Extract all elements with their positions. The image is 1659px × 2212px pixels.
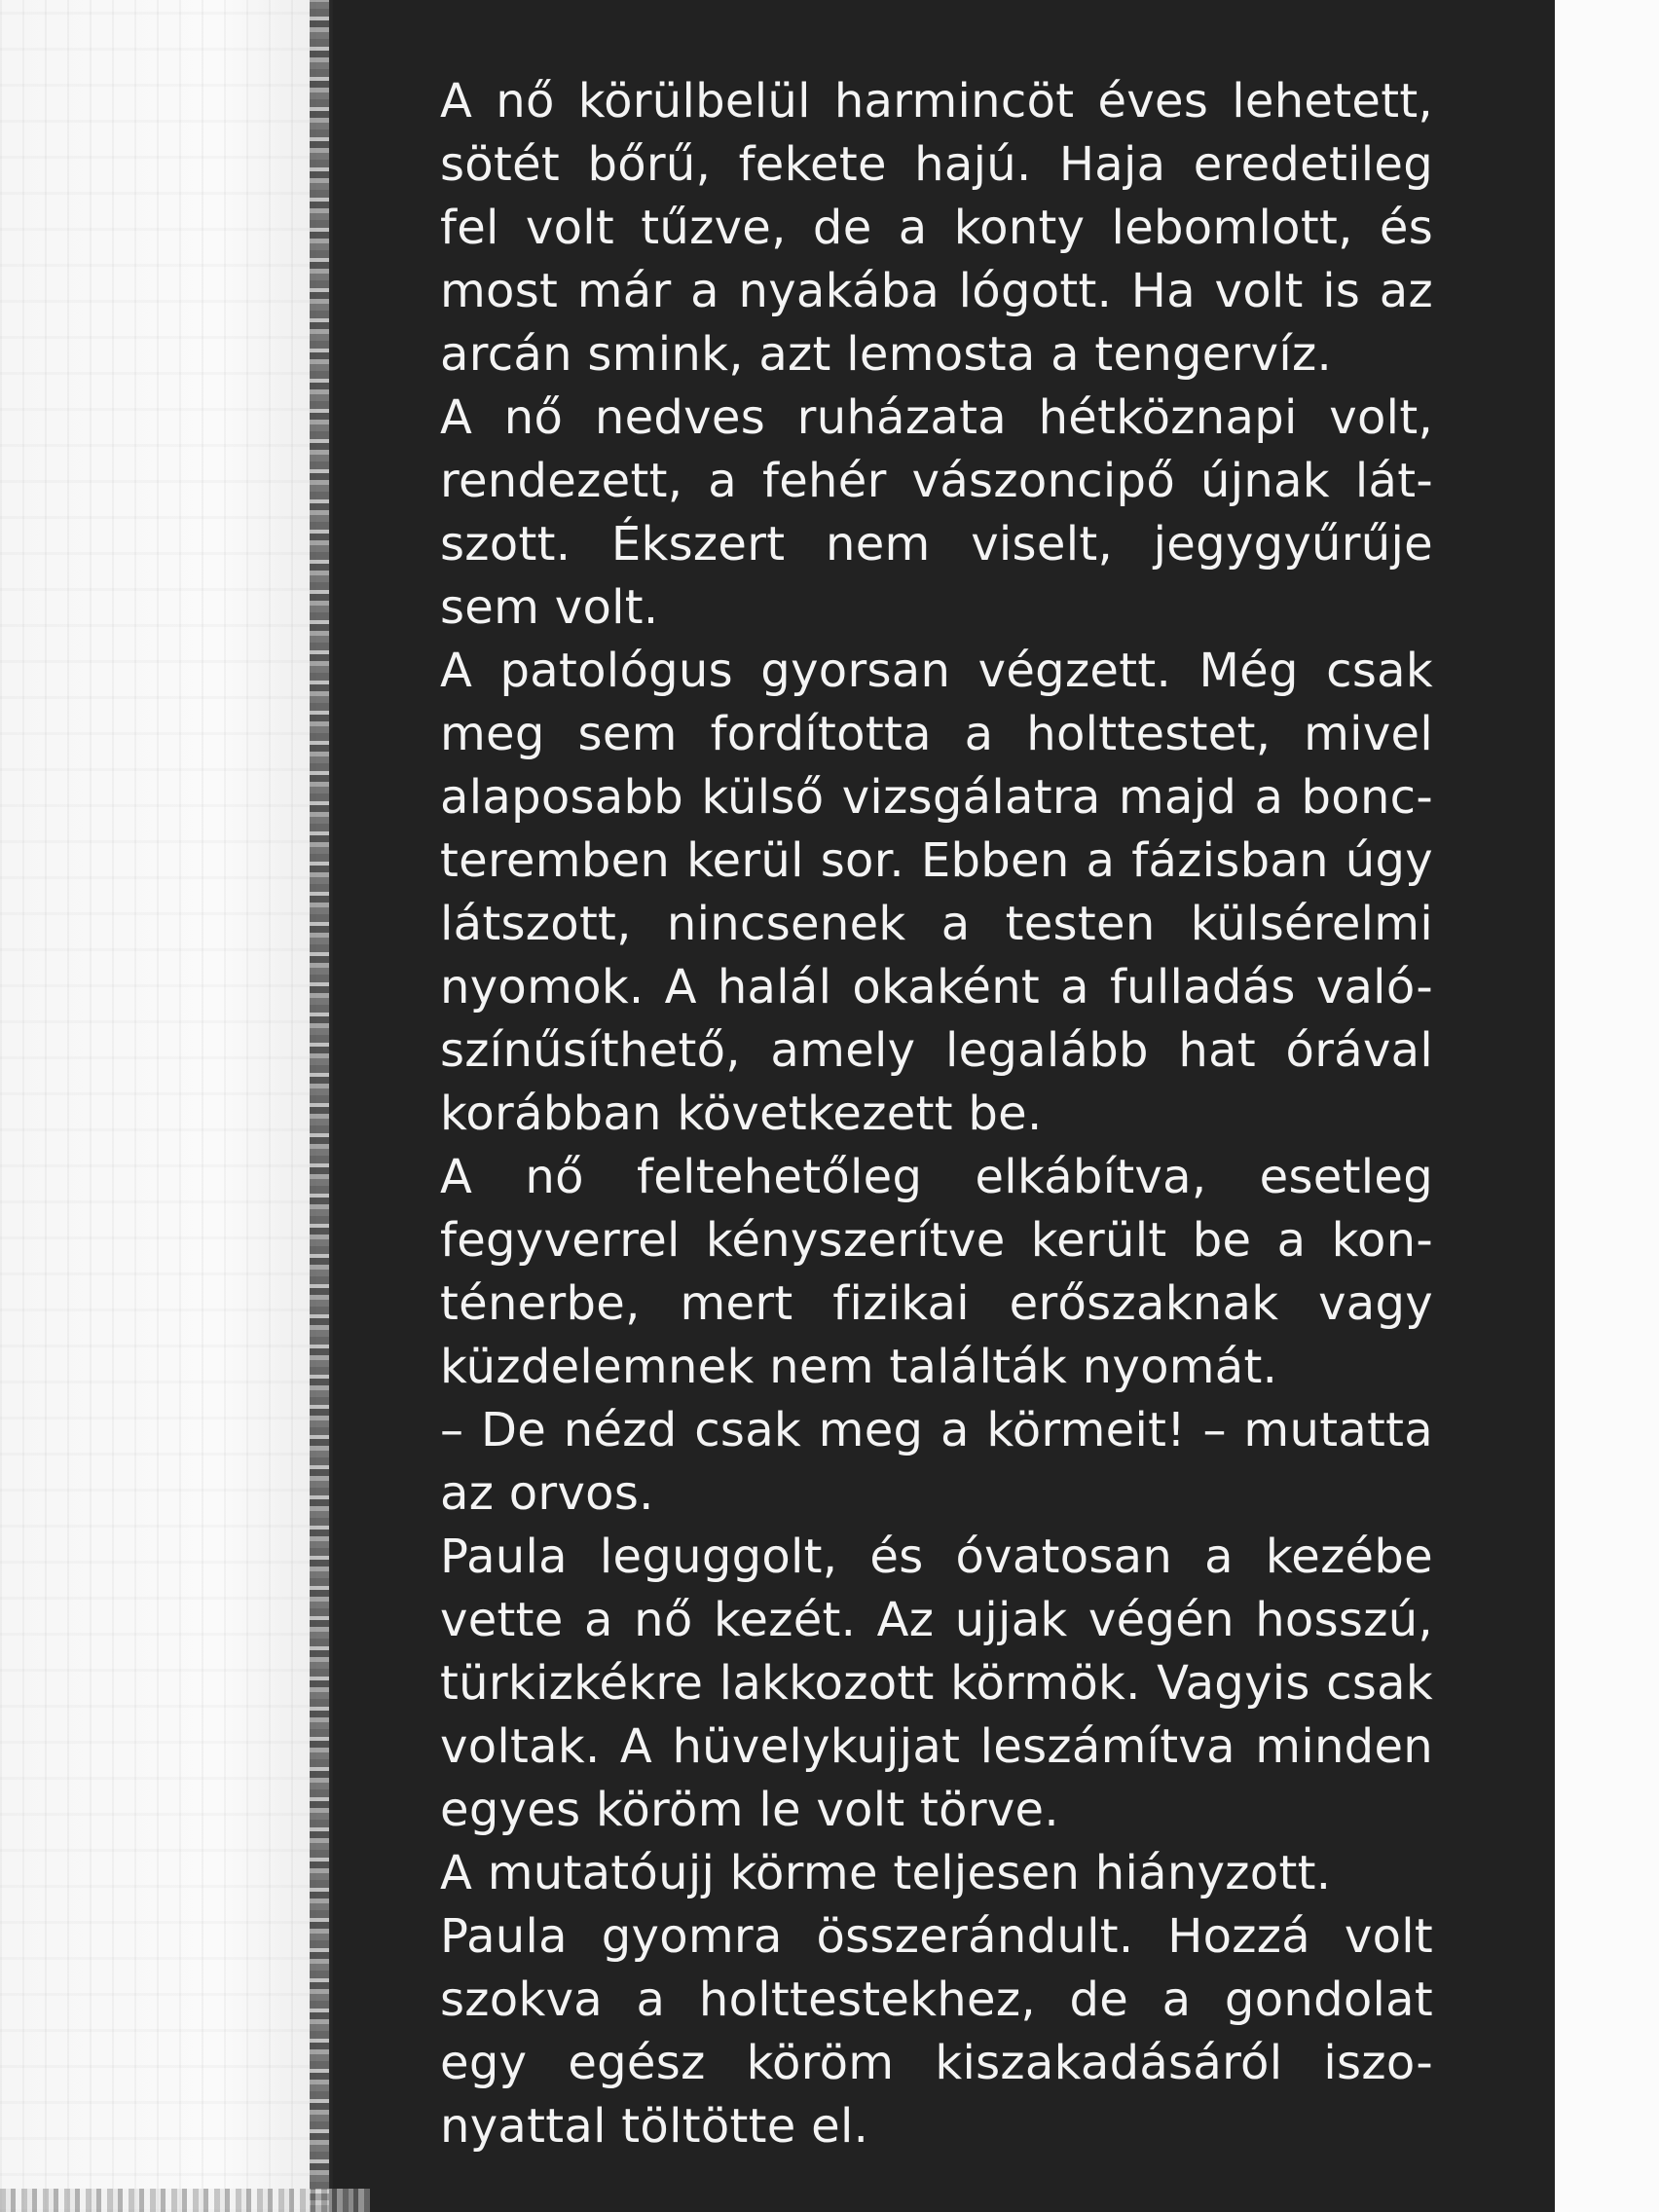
paragraph-7: A mutatóujj körme teljesen hiányzott. [440,1846,1332,1900]
paragraph-3: A patológus gyorsan végzett. Még csak meg sem fordította a holttestet, mivel alaposabb külső vizsgálatra majd a bonc-teremben kerül sor. Ebben a fázisban úgy látszott, nincsenek a testen külsérelmi nyomok. A halál okaként a fulladás való-színűsíthető, amely legalább hat órával korábban következett be. [440,644,1433,1141]
body-text [440,70,1433,2158]
bottom-edge-scrap [0,2189,370,2212]
right-margin [1555,0,1659,2212]
paragraph-1: A nő körülbelül harmincöt éves lehetett, sötét bőrű, fekete hajú. Haja eredetileg fel volt tűzve, de a konty lebomlott, és most már a nyakába lógott. Ha volt is az arcán smink, azt lemosta a tengervíz. [440,74,1433,382]
paragraph-2: A nő nedves ruházata hétköznapi volt, rendezett, a fehér vászoncipő újnak lát-szott. Ékszert nem viselt, jegygyűrűje sem volt. [440,390,1433,635]
paragraph-5-dialogue: – De nézd csak meg a körmeit! – mutatta az orvos. [440,1403,1433,1521]
paper-background [0,0,316,2212]
paragraph-4: A nő feltehetőleg elkábítva, esetleg fegyverrel kényszerítve került be a kon-ténerbe, mert fizikai erőszaknak vagy küzdelemnek nem találták nyomát. [440,1150,1433,1394]
paragraph-8: Paula gyomra összerándult. Hozzá volt szokva a holttestekhez, de a gondolat egy egész köröm kiszakadásáról iszo-nyattal töltötte el. [440,1909,1433,2154]
paragraph-6: Paula leguggolt, és óvatosan a kezébe vette a nő kezét. Az ujjak végén hosszú, türkizkékre lakkozott körmök. Vagyis csak voltak. A hüvelykujjat leszámítva minden egyes köröm le volt törve. [440,1530,1433,1837]
